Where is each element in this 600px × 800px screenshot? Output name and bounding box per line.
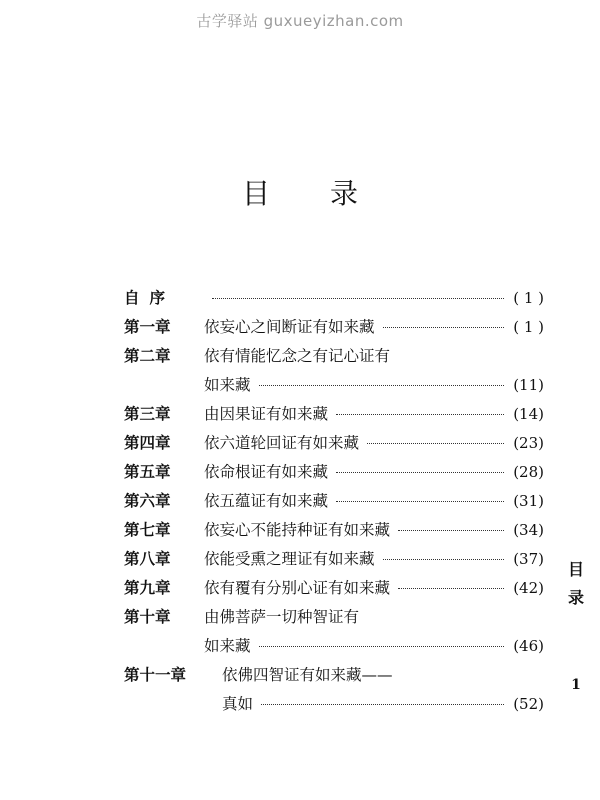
toc-entry-continuation[interactable] [124,634,544,663]
toc-page-number: (52) [513,695,544,713]
toc-entry[interactable] [124,489,544,518]
toc-entry-title: 依六道轮回证有如来藏 [204,434,360,452]
dot-leader [212,298,504,299]
toc-entry[interactable] [124,431,544,460]
dot-leader [398,530,504,531]
toc-page-number: (37) [513,550,544,568]
toc-entry-title: 依妄心不能持种证有如来藏 [204,521,391,539]
toc-page-number: (11) [513,376,544,394]
toc-entry-title: 依妄心之间断证有如来藏 [204,318,375,336]
toc-entry-title: 真如 [222,695,254,713]
toc-entry[interactable] [124,547,544,576]
toc-page-number: (28) [513,463,544,481]
toc-page-number: (23) [513,434,544,452]
side-label-char: 目 [567,560,584,579]
toc-entry[interactable] [124,344,544,373]
table-of-contents [124,286,544,721]
toc-entry-title: 由因果证有如来藏 [204,405,329,423]
toc-chapter-label: 第九章 [124,578,171,597]
page-folio: 1 [571,677,581,693]
toc-entry-title: 如来藏 [204,637,251,655]
toc-entry-title: 依佛四智证有如来藏—— [222,666,393,684]
dot-leader [367,443,504,444]
toc-chapter-label: 第六章 [124,491,171,510]
dot-leader [336,501,504,502]
toc-chapter-label: 第十章 [124,607,171,626]
toc-chapter-label: 第三章 [124,404,171,423]
toc-entry[interactable] [124,460,544,489]
toc-entry-title: 依能受熏之理证有如来藏 [204,550,375,568]
dot-leader [383,559,504,560]
toc-chapter-label: 第五章 [124,462,171,481]
dot-leader [261,704,504,705]
toc-chapter-label: 第一章 [124,317,171,336]
toc-entry[interactable] [124,518,544,547]
toc-entry[interactable] [124,286,544,315]
toc-entry-title: 依命根证有如来藏 [204,463,329,481]
toc-entry-continuation[interactable] [124,373,544,402]
side-section-label [566,556,586,612]
toc-chapter-label: 第八章 [124,549,171,568]
toc-chapter-label: 第七章 [124,520,171,539]
toc-page-number: (14) [513,405,544,423]
toc-entry-title: 如来藏 [204,376,251,394]
toc-chapter-label: 第十一章 [124,665,187,684]
watermark: 古学驿站 guxueyizhan.com [196,12,404,30]
toc-entry[interactable] [124,663,544,692]
dot-leader [259,385,504,386]
toc-entry[interactable] [124,605,544,634]
dot-leader [336,472,504,473]
toc-chapter-label: 自序 [124,288,176,307]
side-label-char: 录 [567,588,584,607]
toc-page-number: (34) [513,521,544,539]
dot-leader [383,327,504,328]
toc-page-number: (46) [513,637,544,655]
toc-entry-continuation[interactable] [124,692,544,721]
toc-entry-title: 依有覆有分别心证有如来藏 [204,579,391,597]
dot-leader [336,414,504,415]
toc-entry[interactable] [124,576,544,605]
toc-page-number: (31) [513,492,544,510]
toc-entry[interactable] [124,315,544,344]
toc-page-number: ( 1 ) [513,318,544,336]
toc-entry[interactable] [124,402,544,431]
toc-page-number: ( 1 ) [513,289,544,307]
dot-leader [259,646,504,647]
toc-chapter-label: 第四章 [124,433,171,452]
toc-entry-title: 由佛菩萨一切种智证有 [204,608,360,626]
page-title: 目录 [241,177,418,210]
toc-page-number: (42) [513,579,544,597]
toc-entry-title: 依有情能忆念之有记心证有 [204,347,391,365]
dot-leader [398,588,504,589]
toc-entry-title: 依五蕴证有如来藏 [204,492,329,510]
toc-chapter-label: 第二章 [124,346,171,365]
